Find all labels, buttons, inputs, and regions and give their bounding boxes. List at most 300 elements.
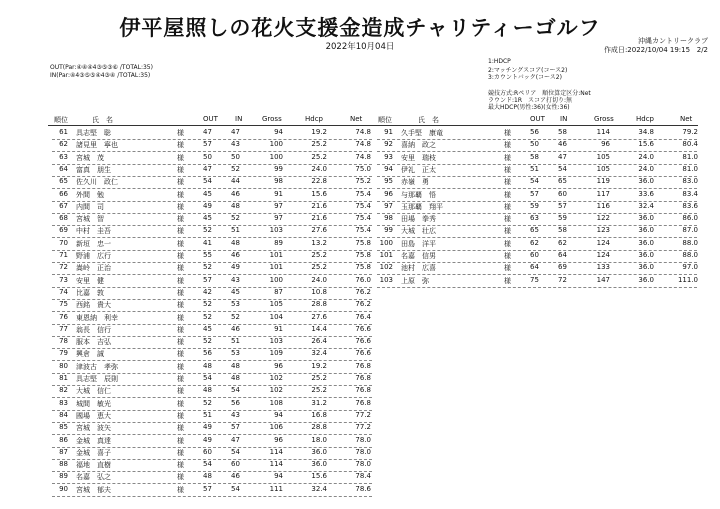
net-cell: 97.0	[682, 263, 698, 272]
net-cell: 83.0	[682, 177, 698, 186]
in-cell: 65	[558, 177, 567, 186]
out-cell: 48	[203, 386, 212, 395]
mark-cell: 様	[177, 387, 184, 396]
out-cell: 75	[530, 275, 539, 284]
gross-cell: 101	[269, 263, 283, 272]
gross-cell: 124	[596, 238, 610, 247]
hdcp-cell: 21.6	[311, 201, 327, 210]
created-label: 作成日	[603, 46, 625, 54]
rank-cell: 66	[59, 189, 68, 198]
rank-cell: 65	[59, 177, 68, 186]
out-cell: 56	[530, 128, 539, 136]
mark-cell: 様	[177, 129, 184, 137]
in-cell: 46	[231, 251, 240, 259]
mark-cell: 様	[177, 436, 184, 445]
rank-cell: 63	[59, 152, 68, 161]
rank-cell: 100	[379, 238, 393, 247]
in-cell: 48	[231, 361, 240, 370]
name-cell: 安里 健	[76, 276, 104, 285]
gross-cell: 111	[269, 484, 283, 493]
net-cell: 81.0	[682, 164, 698, 173]
out-cell: 60	[530, 251, 539, 259]
header-rule	[48, 125, 698, 126]
name-cell: 大城 信仁	[76, 387, 111, 396]
mark-cell: 様	[177, 399, 184, 408]
rank-cell: 83	[59, 398, 68, 407]
header-out-right: OUT	[530, 115, 545, 123]
name-cell: 安里 瑞枝	[401, 153, 436, 162]
hdcp-cell: 36.0	[638, 263, 654, 272]
net-cell: 77.2	[355, 423, 371, 432]
hdcp-cell: 14.4	[311, 324, 327, 333]
in-cell: 53	[231, 300, 240, 309]
rank-cell: 77	[59, 324, 68, 333]
out-par: OUT(Par:④④④4③⑤③⑥ /TOTAL:35)	[50, 64, 153, 71]
name-cell: 宮城 郁夫	[76, 485, 111, 494]
gross-cell: 106	[269, 423, 283, 432]
header-in-left: IN	[235, 115, 243, 123]
mark-cell: 様	[177, 264, 184, 273]
out-cell: 51	[530, 164, 539, 173]
mark-cell: 様	[177, 448, 184, 457]
header-net-right: Net	[680, 115, 693, 123]
out-cell: 54	[203, 177, 212, 186]
name-cell: 大城 壮広	[401, 227, 436, 236]
net-cell: 87.0	[682, 226, 698, 235]
rank-cell: 95	[384, 177, 393, 186]
name-cell: 翁長 信行	[76, 325, 111, 334]
rank-cell: 67	[59, 201, 68, 210]
name-cell: 城間 敏光	[76, 399, 111, 408]
hdcp-cell: 25.2	[311, 251, 327, 259]
hdcp-cell: 15.6	[638, 140, 654, 149]
out-cell: 60	[203, 447, 212, 456]
header-out-left: OUT	[203, 115, 218, 123]
name-cell: 福地 直樹	[76, 461, 111, 470]
gross-cell: 91	[274, 324, 283, 333]
out-cell: 51	[203, 410, 212, 419]
hdcp-cell: 25.2	[311, 374, 327, 382]
out-cell: 52	[203, 398, 212, 407]
hdcp-cell: 15.6	[311, 189, 327, 198]
net-cell: 75.4	[355, 226, 371, 235]
note-2: 2:マッチングスコア(コース2)	[488, 67, 568, 74]
net-cell: 75.8	[355, 251, 371, 259]
net-cell: 75.4	[355, 201, 371, 210]
name-cell: 津波古 孝弥	[76, 362, 118, 371]
in-cell: 43	[231, 275, 240, 284]
out-cell: 65	[530, 226, 539, 235]
out-cell: 50	[203, 152, 212, 161]
rank-cell: 75	[59, 300, 68, 309]
net-cell: 75.2	[355, 177, 371, 186]
gross-cell: 102	[269, 386, 283, 395]
name-cell: 富真 朋生	[76, 165, 111, 174]
mark-cell: 様	[177, 313, 184, 322]
in-cell: 64	[558, 251, 567, 259]
gross-cell: 109	[269, 349, 283, 358]
in-cell: 52	[231, 312, 240, 321]
out-cell: 63	[530, 214, 539, 223]
rank-cell: 78	[59, 337, 68, 346]
in-cell: 46	[558, 140, 567, 149]
note-1: 1:HDCP	[488, 58, 511, 65]
name-cell: 赤嶺 勇	[401, 178, 429, 187]
rank-cell: 102	[379, 263, 393, 272]
hdcp-cell: 22.8	[311, 177, 327, 186]
rank-cell: 82	[59, 386, 68, 395]
mark-cell: 様	[504, 178, 511, 187]
gross-cell: 105	[596, 152, 610, 161]
hdcp-cell: 36.0	[638, 251, 654, 259]
gross-cell: 96	[274, 361, 283, 370]
out-cell: 52	[203, 300, 212, 309]
header-in-right: IN	[560, 115, 568, 123]
gross-cell: 94	[274, 128, 283, 136]
out-cell: 41	[203, 238, 212, 247]
gross-cell: 147	[596, 275, 610, 284]
hdcp-cell: 33.6	[638, 189, 654, 198]
in-cell: 46	[231, 324, 240, 333]
net-cell: 76.6	[355, 337, 371, 346]
name-cell: 田島 洋平	[401, 239, 436, 248]
gross-cell: 114	[269, 447, 283, 456]
name-cell: 与那覇 悟	[401, 190, 436, 199]
rank-cell: 69	[59, 226, 68, 235]
name-cell: 宮城 智	[76, 215, 104, 224]
name-cell: 金城 真達	[76, 436, 111, 445]
name-cell: 國場 恵大	[76, 411, 111, 420]
net-cell: 78.6	[355, 484, 371, 493]
in-cell: 54	[231, 484, 240, 493]
hdcp-cell: 27.6	[311, 226, 327, 235]
net-cell: 111.0	[677, 275, 698, 284]
net-cell: 76.8	[355, 374, 371, 382]
header-name-right: 氏 名	[418, 116, 439, 124]
hdcp-cell: 18.0	[311, 435, 327, 444]
in-cell: 48	[231, 201, 240, 210]
out-cell: 42	[203, 287, 212, 296]
rank-cell: 73	[59, 275, 68, 284]
header-rank-right: 順位	[378, 116, 392, 124]
in-cell: 60	[558, 189, 567, 198]
gross-cell: 91	[274, 189, 283, 198]
row-divider	[377, 287, 697, 288]
name-cell: 中村 圭吾	[76, 227, 111, 236]
gross-cell: 97	[274, 201, 283, 210]
gross-cell: 122	[596, 214, 610, 223]
net-cell: 76.4	[355, 312, 371, 321]
gross-cell: 105	[269, 300, 283, 309]
hdcp-cell: 25.2	[311, 263, 327, 272]
gross-cell: 94	[274, 472, 283, 481]
gross-cell: 96	[274, 435, 283, 444]
gross-cell: 99	[274, 164, 283, 173]
club-name: 沖縄カントリークラブ	[638, 37, 708, 45]
rank-cell: 87	[59, 447, 68, 456]
net-cell: 78.0	[355, 460, 371, 469]
rank-cell: 90	[59, 484, 68, 493]
hdcp-cell: 31.2	[311, 398, 327, 407]
mark-cell: 様	[504, 264, 511, 273]
name-cell: 諸見里 寧也	[76, 141, 118, 150]
in-cell: 45	[231, 287, 240, 296]
mark-cell: 様	[504, 252, 511, 260]
hdcp-cell: 34.8	[638, 128, 654, 136]
hdcp-cell: 36.0	[638, 238, 654, 247]
gross-cell: 94	[274, 410, 283, 419]
in-cell: 53	[231, 349, 240, 358]
out-cell: 55	[203, 251, 212, 259]
rank-cell: 70	[59, 238, 68, 247]
in-cell: 51	[231, 337, 240, 346]
rank-cell: 76	[59, 312, 68, 321]
in-cell: 56	[231, 398, 240, 407]
gross-cell: 117	[596, 189, 610, 198]
mark-cell: 様	[177, 473, 184, 482]
mark-cell: 様	[177, 141, 184, 150]
out-cell: 48	[203, 472, 212, 481]
net-cell: 88.0	[682, 238, 698, 247]
out-cell: 54	[203, 374, 212, 382]
net-cell: 76.6	[355, 324, 371, 333]
gross-cell: 124	[596, 251, 610, 259]
rank-cell: 99	[384, 226, 393, 235]
out-cell: 52	[203, 312, 212, 321]
rank-cell: 81	[59, 374, 68, 382]
hdcp-cell: 28.8	[311, 423, 327, 432]
in-cell: 47	[231, 435, 240, 444]
rank-cell: 74	[59, 287, 68, 296]
out-cell: 45	[203, 214, 212, 223]
in-cell: 69	[558, 263, 567, 272]
name-cell: 玉那覇 翔平	[401, 202, 443, 211]
net-cell: 74.8	[355, 140, 371, 149]
rank-cell: 94	[384, 164, 393, 173]
hdcp-cell: 36.0	[311, 460, 327, 469]
name-cell: 具志堅 辰則	[76, 375, 118, 383]
rank-cell: 62	[59, 140, 68, 149]
mark-cell: 様	[177, 362, 184, 371]
mark-cell: 様	[177, 202, 184, 211]
mark-cell: 様	[504, 239, 511, 248]
gross-cell: 105	[596, 164, 610, 173]
rank-cell: 96	[384, 189, 393, 198]
net-cell: 74.8	[355, 152, 371, 161]
mark-cell: 様	[504, 276, 511, 285]
name-cell: 服本 吉弘	[76, 338, 111, 347]
in-cell: 46	[231, 189, 240, 198]
in-cell: 44	[231, 177, 240, 186]
net-cell: 76.2	[355, 287, 371, 296]
gross-cell: 108	[269, 398, 283, 407]
out-cell: 52	[203, 263, 212, 272]
name-cell: 上原 弥	[401, 276, 429, 285]
out-cell: 57	[530, 189, 539, 198]
out-cell: 57	[203, 484, 212, 493]
header-name-left: 氏 名	[92, 116, 113, 124]
in-cell: 54	[231, 386, 240, 395]
mark-cell: 様	[177, 461, 184, 470]
in-cell: 50	[231, 152, 240, 161]
name-cell: 田場 拳秀	[401, 215, 436, 224]
in-cell: 59	[558, 214, 567, 223]
in-cell: 43	[231, 410, 240, 419]
net-cell: 75.8	[355, 238, 371, 247]
out-cell: 47	[203, 128, 212, 136]
gross-cell: 116	[596, 201, 610, 210]
out-cell: 58	[530, 152, 539, 161]
gross-cell: 114	[596, 128, 610, 136]
in-cell: 58	[558, 128, 567, 136]
page-number: 2/2	[696, 46, 708, 54]
mark-cell: 様	[177, 350, 184, 359]
net-cell: 79.2	[682, 128, 698, 136]
note-3: 3:カウントバック(コース2)	[488, 74, 562, 81]
name-cell: 東恩納 利幸	[76, 313, 118, 322]
name-cell: 金城 喜子	[76, 448, 111, 457]
in-cell: 72	[558, 275, 567, 284]
gross-cell: 100	[269, 140, 283, 149]
in-cell: 58	[558, 226, 567, 235]
mark-cell: 様	[177, 411, 184, 420]
in-cell: 47	[558, 152, 567, 161]
hdcp-cell: 24.0	[311, 164, 327, 173]
net-cell: 77.2	[355, 410, 371, 419]
hdcp-cell: 36.0	[638, 177, 654, 186]
gross-cell: 98	[274, 177, 283, 186]
net-cell: 76.2	[355, 300, 371, 309]
mark-cell: 様	[177, 288, 184, 297]
in-cell: 48	[231, 238, 240, 247]
mark-cell: 様	[177, 190, 184, 199]
rank-cell: 91	[384, 128, 393, 136]
mark-cell: 様	[177, 252, 184, 260]
note-6: 最大HDCP(男性:36)(女性:36)	[488, 104, 570, 111]
in-cell: 62	[558, 238, 567, 247]
rank-cell: 86	[59, 435, 68, 444]
net-cell: 80.4	[682, 140, 698, 149]
name-cell: 久手堅 康竜	[401, 129, 443, 137]
net-cell: 76.8	[355, 386, 371, 395]
mark-cell: 様	[504, 141, 511, 150]
hdcp-cell: 10.8	[311, 287, 327, 296]
mark-cell: 様	[177, 215, 184, 224]
mark-cell: 様	[504, 202, 511, 211]
out-cell: 45	[203, 324, 212, 333]
out-cell: 49	[203, 423, 212, 432]
event-date: 2022年10月04日	[325, 42, 395, 52]
gross-cell: 104	[269, 312, 283, 321]
rank-cell: 61	[59, 128, 68, 136]
out-cell: 57	[203, 140, 212, 149]
gross-cell: 96	[601, 140, 610, 149]
out-cell: 59	[530, 201, 539, 210]
rank-cell: 97	[384, 201, 393, 210]
header-gross-left: Gross	[262, 115, 282, 123]
row-divider	[52, 496, 372, 497]
mark-cell: 様	[177, 338, 184, 347]
hdcp-cell: 13.2	[311, 238, 327, 247]
net-cell: 76.0	[355, 275, 371, 284]
out-cell: 49	[203, 201, 212, 210]
name-cell: 興倉 誠	[76, 350, 104, 359]
rank-cell: 98	[384, 214, 393, 223]
name-cell: 名嘉 信男	[401, 252, 436, 260]
mark-cell: 様	[504, 153, 511, 162]
net-cell: 88.0	[682, 251, 698, 259]
out-cell: 50	[530, 140, 539, 149]
hdcp-cell: 27.6	[311, 312, 327, 321]
in-cell: 54	[231, 447, 240, 456]
rank-cell: 92	[384, 140, 393, 149]
net-cell: 75.4	[355, 189, 371, 198]
net-cell: 75.4	[355, 214, 371, 223]
mark-cell: 様	[177, 227, 184, 236]
header-hdcp-right: Hdcp	[636, 115, 654, 123]
name-cell: 西銘 貴大	[76, 301, 111, 310]
mark-cell: 様	[504, 129, 511, 137]
header-gross-right: Gross	[594, 115, 614, 123]
mark-cell: 様	[177, 153, 184, 162]
rank-cell: 80	[59, 361, 68, 370]
rank-cell: 103	[379, 275, 393, 284]
hdcp-cell: 32.4	[311, 349, 327, 358]
name-cell: 新垣 忠一	[76, 239, 111, 248]
mark-cell: 様	[177, 178, 184, 187]
rank-cell: 89	[59, 472, 68, 481]
gross-cell: 103	[269, 337, 283, 346]
rank-cell: 71	[59, 251, 68, 259]
rank-cell: 85	[59, 423, 68, 432]
out-cell: 62	[530, 238, 539, 247]
mark-cell: 様	[177, 424, 184, 433]
mark-cell: 様	[177, 325, 184, 334]
out-cell: 52	[203, 226, 212, 235]
page-title: 伊平屋照しの花火支援金造成チャリティーゴルフ	[119, 16, 601, 40]
name-cell: 野浦 広行	[76, 252, 111, 260]
hdcp-cell: 26.4	[311, 337, 327, 346]
name-cell: 具志堅 聡	[76, 129, 111, 137]
name-cell: 池村 広喜	[401, 264, 436, 273]
hdcp-cell: 36.0	[311, 447, 327, 456]
note-4: 競技方式:Rペリア 順位算定区分:Net	[488, 90, 591, 97]
out-cell: 48	[203, 361, 212, 370]
out-cell: 56	[203, 349, 212, 358]
mark-cell: 様	[504, 190, 511, 199]
net-cell: 76.8	[355, 361, 371, 370]
rank-cell: 101	[379, 251, 393, 259]
net-cell: 78.4	[355, 472, 371, 481]
out-cell: 49	[203, 435, 212, 444]
mark-cell: 様	[504, 215, 511, 224]
name-cell: 外間 勉	[76, 190, 104, 199]
created-info: 作成日:2022/10/04 19:15 2/2	[603, 46, 708, 54]
in-cell: 47	[231, 128, 240, 136]
hdcp-cell: 36.0	[638, 275, 654, 284]
hdcp-cell: 24.0	[311, 275, 327, 284]
hdcp-cell: 15.6	[311, 472, 327, 481]
in-cell: 57	[231, 423, 240, 432]
mark-cell: 様	[177, 239, 184, 248]
in-cell: 57	[558, 201, 567, 210]
hdcp-cell: 24.0	[638, 164, 654, 173]
rank-cell: 72	[59, 263, 68, 272]
out-cell: 47	[203, 164, 212, 173]
mark-cell: 様	[177, 485, 184, 494]
gross-cell: 97	[274, 214, 283, 223]
mark-cell: 様	[177, 375, 184, 383]
